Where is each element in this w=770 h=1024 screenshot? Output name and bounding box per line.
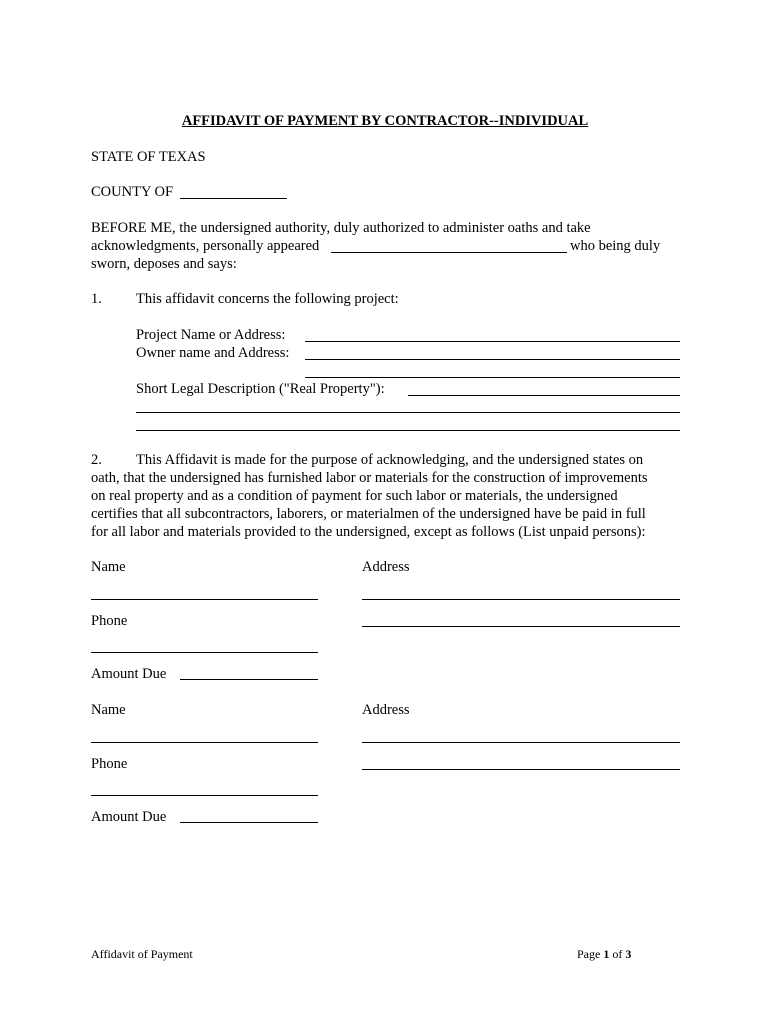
unpaid-1-address-field-2[interactable] [362,626,680,627]
item-2-line-4: certifies that all subcontractors, laborers, or materialmen of the undersigned have be paid in full [91,506,646,522]
page-word: Page [577,947,601,961]
page-of: of [612,947,623,961]
unpaid-2-amount-field[interactable] [180,822,318,823]
unpaid-2-amount-label: Amount Due [91,809,167,825]
owner-name-label: Owner name and Address: [136,345,290,361]
item-2-first-line: This Affidavit is made for the purpose of acknowledging, and the undersigned states on [136,452,644,468]
owner-address-field[interactable] [305,377,680,378]
unpaid-2-name-field[interactable] [91,742,318,743]
unpaid-2-address-label: Address [362,702,410,718]
page-current: 1 [603,947,610,961]
page-number [577,946,631,963]
document-title: AFFIDAVIT OF PAYMENT BY CONTRACTOR--INDIVIDUAL [181,113,589,129]
unpaid-2-address-field-2[interactable] [362,769,680,770]
before-me-line-1: BEFORE ME, the undersigned authority, duly authorized to administer oaths and take [91,220,591,236]
item-1-number: 1. [91,291,102,307]
unpaid-1-amount-field[interactable] [180,679,318,680]
project-name-field[interactable] [305,341,680,342]
before-me-line-3: sworn, deposes and says: [91,256,237,272]
legal-description-field-2[interactable] [136,412,680,413]
county-label: COUNTY OF [91,184,174,200]
footer-title: Affidavit of Payment [91,947,193,961]
before-me-line-2-end: who being duly [570,238,661,254]
item-2-line-5: for all labor and materials provided to the undersigned, except as follows (List unpaid persons): [91,524,646,540]
before-me-line-2-start: acknowledgments, personally appeared [91,238,320,254]
county-field[interactable] [180,198,287,199]
affiant-name-field[interactable] [331,252,567,253]
unpaid-2-name-label: Name [91,702,126,718]
page-total: 3 [625,947,632,961]
unpaid-1-name-field[interactable] [91,599,318,600]
item-2-number: 2. [91,452,102,468]
unpaid-1-phone-field[interactable] [91,652,318,653]
unpaid-1-address-field-1[interactable] [362,599,680,600]
unpaid-1-amount-label: Amount Due [91,666,167,682]
item-2-line-2: oath, that the undersigned has furnished labor or materials for the construction of improvements [91,470,648,486]
unpaid-1-name-label: Name [91,559,126,575]
owner-name-field[interactable] [305,359,680,360]
item-1-text: This affidavit concerns the following project: [136,291,399,307]
unpaid-1-phone-label: Phone [91,613,128,629]
project-name-label: Project Name or Address: [136,327,286,343]
legal-description-field-1[interactable] [408,395,680,396]
item-2-line-3: on real property and as a condition of payment for such labor or materials, the undersigned [91,488,618,504]
state-line: STATE OF TEXAS [91,149,206,165]
legal-description-field-3[interactable] [136,430,680,431]
unpaid-2-phone-label: Phone [91,756,128,772]
legal-description-label: Short Legal Description ("Real Property"): [136,381,385,397]
unpaid-2-address-field-1[interactable] [362,742,680,743]
unpaid-2-phone-field[interactable] [91,795,318,796]
unpaid-1-address-label: Address [362,559,410,575]
